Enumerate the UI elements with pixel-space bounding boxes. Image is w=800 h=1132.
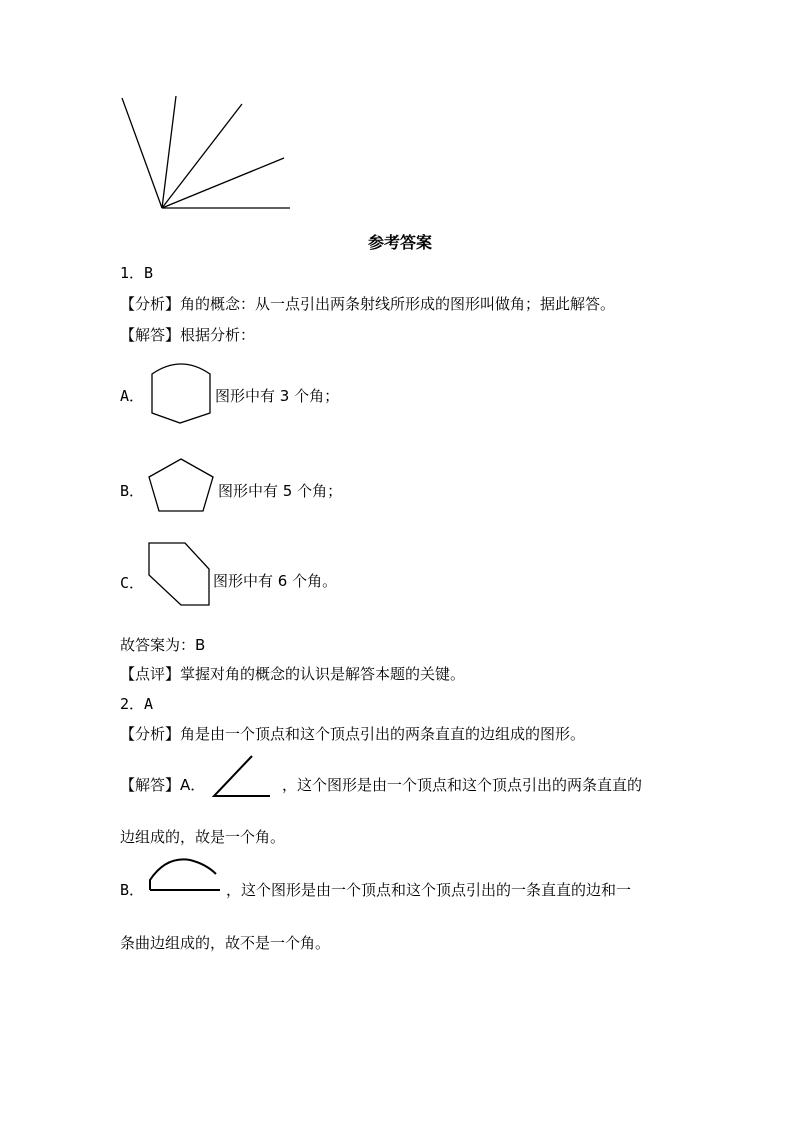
q1-comment: 【点评】掌握对角的概念的认识是解答本题的关键。 [120, 665, 466, 683]
q1-answer: 故答案为：B [120, 636, 206, 654]
q2-solution-a-text2: 边组成的，故是一个角。 [120, 828, 286, 846]
q1-option-c-text: 图形中有 6 个角。 [213, 572, 338, 590]
q2-solution-b-text2: 条曲边组成的，故不是一个角。 [120, 934, 331, 952]
q1-number: 1．B [120, 264, 154, 282]
q1-analysis: 【分析】角的概念：从一点引出两条射线所形成的图形叫做角；据此解答。 [120, 295, 616, 313]
q1-option-b-text: 图形中有 5 个角； [218, 482, 343, 500]
q2-solution-b-label: B． [120, 881, 145, 899]
q2-solution-b-text1: ，这个图形是由一个顶点和这个顶点引出的一条直直的边和一 [226, 881, 632, 899]
curve-figure [146, 856, 224, 896]
q1-option-b-label: B． [120, 482, 145, 500]
q1-option-a-label: A． [120, 387, 145, 405]
pentagon-figure [146, 457, 216, 513]
q1-option-a-text: 图形中有 3 个角； [215, 387, 340, 405]
q2-solution-a-label: 【解答】A． [120, 776, 206, 794]
q2-solution-a-text1: ，这个图形是由一个顶点和这个顶点引出的两条直直的 [282, 776, 643, 794]
shape-a-figure [150, 360, 212, 426]
q1-option-c-label: C． [120, 574, 145, 592]
q2-analysis: 【分析】角是由一个顶点和这个顶点引出的两条直直的边组成的图形。 [120, 725, 586, 743]
angle-figure [210, 752, 274, 800]
rays-figure [110, 90, 300, 220]
hexagon-figure [147, 541, 213, 607]
answer-title: 参考答案 [367, 233, 432, 252]
q1-solution-intro: 【解答】根据分析： [120, 326, 256, 344]
q2-number: 2．A [120, 695, 154, 713]
